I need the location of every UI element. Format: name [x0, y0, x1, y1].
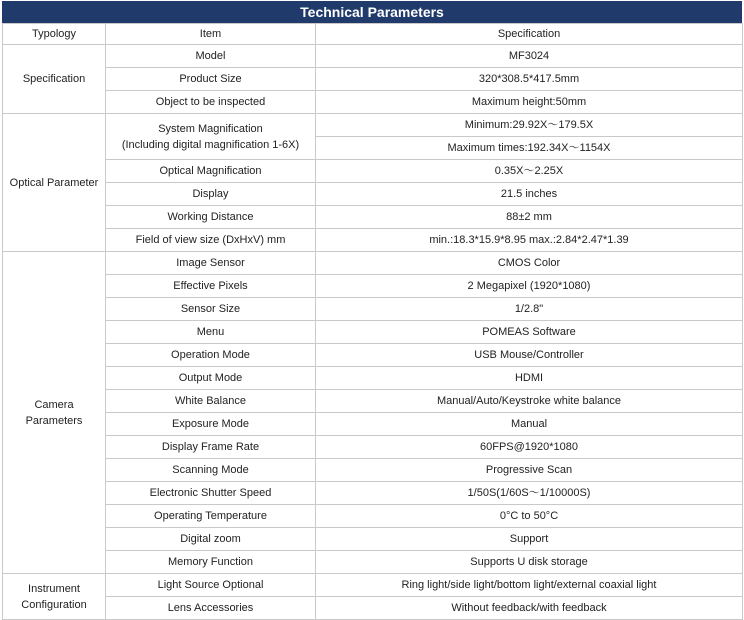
table-row [3, 206, 743, 229]
table-row [3, 459, 743, 482]
spec-cell: Ring light/side light/bottom light/external coaxial light [316, 574, 743, 597]
item-cell: Digital zoom [106, 528, 316, 551]
table-row [3, 528, 743, 551]
item-cell: Sensor Size [106, 298, 316, 321]
group-instrument [3, 574, 106, 620]
table-row [3, 413, 743, 436]
table-row [3, 505, 743, 528]
spec-cell: 60FPS@1920*1080 [316, 436, 743, 459]
spec-cell: 88±2 mm [316, 206, 743, 229]
item-cell: Light Source Optional [106, 574, 316, 597]
spec-cell: HDMI [316, 367, 743, 390]
group-optical: Optical Parameter [3, 114, 106, 252]
item-cell: Object to be inspected [106, 91, 316, 114]
item-cell: Field of view size (DxHxV) mm [106, 229, 316, 252]
group-specification: Specification [3, 45, 106, 114]
item-cell: Output Mode [106, 367, 316, 390]
spec-cell: MF3024 [316, 45, 743, 68]
item-cell: Scanning Mode [106, 459, 316, 482]
table-row [3, 183, 743, 206]
header-specification: Specification [316, 24, 743, 45]
item-cell: Effective Pixels [106, 275, 316, 298]
spec-cell: Maximum height:50mm [316, 91, 743, 114]
table-row [3, 344, 743, 367]
table-row [3, 275, 743, 298]
item-cell: Display Frame Rate [106, 436, 316, 459]
table-row [3, 574, 743, 597]
item-cell: Exposure Mode [106, 413, 316, 436]
table-row [3, 482, 743, 505]
item-cell-system-magnification [106, 114, 316, 160]
item-cell: Operating Temperature [106, 505, 316, 528]
item-cell: Image Sensor [106, 252, 316, 275]
item-cell: Memory Function [106, 551, 316, 574]
group-label-line: Configuration [21, 598, 87, 611]
header-row [3, 24, 743, 45]
group-camera [3, 252, 106, 574]
spec-cell: 1/2.8" [316, 298, 743, 321]
header-item: Item [106, 24, 316, 45]
table-title: Technical Parameters [2, 1, 742, 23]
item-cell: Display [106, 183, 316, 206]
table-row [3, 367, 743, 390]
parameters-sheet [2, 1, 742, 620]
spec-cell: Without feedback/with feedback [316, 597, 743, 620]
spec-cell: 1/50S(1/60S～1/10000S) [316, 482, 743, 505]
table-row [3, 91, 743, 114]
group-label-line: Instrument [28, 582, 80, 595]
table-row [3, 321, 743, 344]
table-row [3, 252, 743, 275]
spec-cell: USB Mouse/Controller [316, 344, 743, 367]
spec-cell: 21.5 inches [316, 183, 743, 206]
item-cell: White Balance [106, 390, 316, 413]
item-cell: Product Size [106, 68, 316, 91]
table-row [3, 114, 743, 137]
group-label-line: Camera [34, 398, 74, 411]
spec-cell: Supports U disk storage [316, 551, 743, 574]
item-line: (Including digital magnification 1-6X) [121, 138, 300, 151]
spec-cell: 2 Megapixel (1920*1080) [316, 275, 743, 298]
table-row [3, 597, 743, 620]
table-row [3, 160, 743, 183]
table-row [3, 45, 743, 68]
parameters-table [2, 23, 743, 620]
item-cell: Optical Magnification [106, 160, 316, 183]
item-cell: Menu [106, 321, 316, 344]
spec-cell: 0°C to 50°C [316, 505, 743, 528]
table-row [3, 68, 743, 91]
spec-cell: Support [316, 528, 743, 551]
header-typology: Typology [3, 24, 106, 45]
spec-cell: 320*308.5*417.5mm [316, 68, 743, 91]
item-line: System Magnification [158, 122, 263, 135]
item-cell: Electronic Shutter Speed [106, 482, 316, 505]
spec-cell: 0.35X～2.25X [316, 160, 743, 183]
spec-cell: min.:18.3*15.9*8.95 max.:2.84*2.47*1.39 [316, 229, 743, 252]
table-row [3, 551, 743, 574]
table-row [3, 390, 743, 413]
spec-cell: Manual [316, 413, 743, 436]
spec-cell: Progressive Scan [316, 459, 743, 482]
spec-cell: Maximum times:192.34X～1154X [316, 137, 743, 160]
item-cell: Operation Mode [106, 344, 316, 367]
item-cell: Model [106, 45, 316, 68]
spec-cell: Manual/Auto/Keystroke white balance [316, 390, 743, 413]
spec-cell: Minimum:29.92X～179.5X [316, 114, 743, 137]
spec-cell: CMOS Color [316, 252, 743, 275]
item-cell: Working Distance [106, 206, 316, 229]
table-row [3, 298, 743, 321]
group-label-line: Parameters [25, 414, 83, 427]
item-cell: Lens Accessories [106, 597, 316, 620]
table-row [3, 229, 743, 252]
table-row [3, 436, 743, 459]
spec-cell: POMEAS Software [316, 321, 743, 344]
